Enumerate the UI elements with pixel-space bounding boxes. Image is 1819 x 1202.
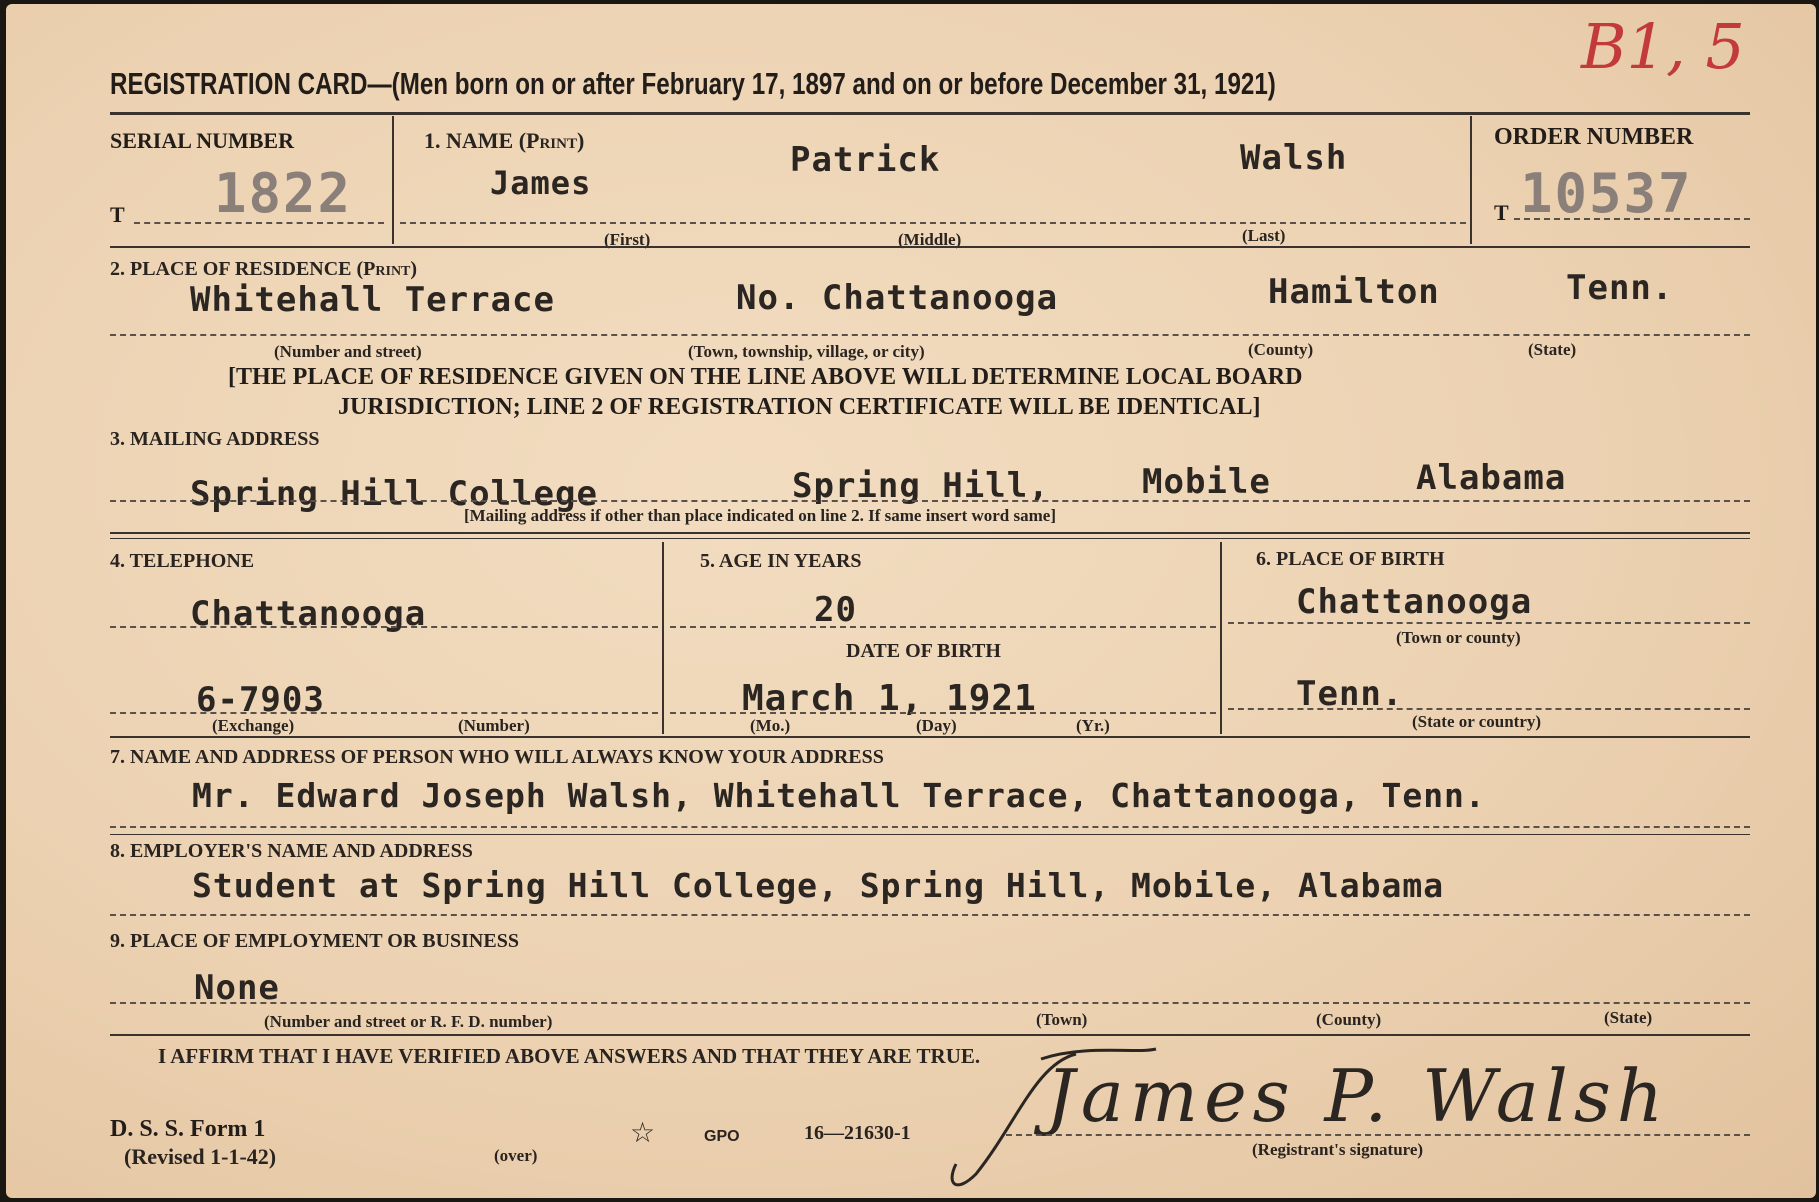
mailing-part4: Alabama — [1416, 458, 1567, 498]
dob-yr-caption: (Yr.) — [1076, 716, 1110, 735]
mailing-part1: Spring Hill College — [190, 474, 598, 514]
age-line — [670, 626, 1216, 628]
name-middle: Patrick — [790, 140, 941, 180]
age-label: 5. AGE IN YEARS — [700, 550, 862, 572]
form-revised: (Revised 1-1-42) — [124, 1144, 277, 1169]
birthplace-town: Chattanooga — [1296, 582, 1533, 622]
divider — [392, 116, 394, 244]
employment-state-caption: (State) — [1604, 1008, 1653, 1027]
mailing-line — [110, 500, 1750, 502]
star-icon: ☆ — [630, 1116, 656, 1149]
divider — [662, 542, 664, 734]
mailing-note: [Mailing address if other than place indicated on line 2. If same insert word same] — [464, 506, 1056, 525]
residence-street: Whitehall Terrace — [190, 280, 555, 320]
dob-day-caption: (Day) — [916, 716, 957, 735]
form-id: D. S. S. Form 1 — [110, 1116, 266, 1142]
gpo-mark: GPO — [704, 1128, 740, 1145]
signature-line — [1006, 1134, 1750, 1136]
rule — [110, 112, 1750, 115]
serial-prefix: T — [110, 202, 125, 227]
residence-state: Tenn. — [1566, 268, 1674, 308]
serial-line — [134, 222, 384, 224]
mailing-part2: Spring Hill, — [792, 466, 1050, 506]
residence-county: Hamilton — [1268, 272, 1440, 312]
name-first: James — [490, 164, 592, 202]
telephone-line-1 — [110, 626, 658, 628]
name-last-caption: (Last) — [1242, 226, 1286, 245]
employment-place-line — [110, 1002, 1750, 1004]
rule — [110, 736, 1750, 738]
employment-street-caption: (Number and street or R. F. D. number) — [264, 1012, 553, 1031]
birthplace-line-1 — [1228, 622, 1750, 624]
employment-place-value: None — [194, 968, 280, 1008]
affirmation-text: I AFFIRM THAT I HAVE VERIFIED ABOVE ANSWERS AND THAT THEY ARE TRUE. — [158, 1044, 981, 1068]
mailing-part3: Mobile — [1142, 462, 1271, 502]
card-title: REGISTRATION CARD—(Men born on or after February 17, 1897 and on or before December 31, 1921) — [110, 66, 1276, 101]
over-note: (over) — [494, 1146, 538, 1165]
rule — [110, 246, 1750, 248]
divider — [1470, 116, 1472, 244]
residence-state-caption: (State) — [1528, 340, 1577, 359]
telephone-exchange-caption: (Exchange) — [212, 716, 295, 735]
registration-card — [6, 4, 1816, 1198]
rule — [110, 538, 1750, 539]
divider — [1220, 542, 1222, 734]
telephone-exchange-name: Chattanooga — [190, 594, 427, 634]
name-last: Walsh — [1240, 138, 1348, 178]
order-label: ORDER NUMBER — [1494, 124, 1694, 150]
dob-line — [670, 712, 1216, 714]
residence-label: 2. PLACE OF RESIDENCE (Print) — [110, 258, 418, 280]
age-value: 20 — [814, 590, 857, 630]
telephone-line-2 — [110, 712, 658, 714]
serial-number: 1822 — [214, 162, 353, 225]
print-code: 16—21630-1 — [804, 1122, 911, 1144]
contact-line — [110, 826, 1750, 828]
red-annotation: B1, 5 — [1581, 10, 1745, 83]
rule — [110, 834, 1750, 835]
mailing-label: 3. MAILING ADDRESS — [110, 428, 320, 450]
rule — [110, 532, 1750, 534]
telephone-number: 6-7903 — [196, 680, 325, 720]
name-first-caption: (First) — [604, 230, 651, 249]
residence-town: No. Chattanooga — [736, 278, 1059, 318]
residence-county-caption: (County) — [1248, 340, 1314, 359]
name-middle-caption: (Middle) — [898, 230, 962, 249]
name-label: 1. NAME (Print) — [424, 128, 585, 153]
employment-place-label: 9. PLACE OF EMPLOYMENT OR BUSINESS — [110, 930, 519, 952]
employer-label: 8. EMPLOYER'S NAME AND ADDRESS — [110, 840, 473, 862]
employment-county-caption: (County) — [1316, 1010, 1382, 1029]
employer-line — [110, 914, 1750, 916]
birthplace-state-caption: (State or country) — [1412, 712, 1542, 731]
employment-town-caption: (Town) — [1036, 1010, 1088, 1029]
signature-caption: (Registrant's signature) — [1252, 1140, 1424, 1159]
order-number: 10537 — [1520, 162, 1693, 225]
residence-notice-2: JURISDICTION; LINE 2 OF REGISTRATION CERTIFICATE WILL BE IDENTICAL] — [338, 394, 1261, 420]
residence-notice-1: [THE PLACE OF RESIDENCE GIVEN ON THE LINE ABOVE WILL DETERMINE LOCAL BOARD — [228, 364, 1303, 390]
residence-line — [110, 334, 1750, 336]
order-prefix: T — [1494, 200, 1509, 225]
serial-label: SERIAL NUMBER — [110, 128, 294, 153]
birthplace-town-caption: (Town or county) — [1396, 628, 1521, 647]
contact-value: Mr. Edward Joseph Walsh, Whitehall Terrace, Chattanooga, Tenn. — [192, 776, 1486, 815]
name-line — [400, 222, 1466, 224]
dob-label: DATE OF BIRTH — [846, 640, 1001, 662]
telephone-number-caption: (Number) — [458, 716, 530, 735]
birthplace-label: 6. PLACE OF BIRTH — [1256, 548, 1445, 570]
birthplace-state: Tenn. — [1296, 674, 1404, 714]
employer-value: Student at Spring Hill College, Spring Hill, Mobile, Alabama — [192, 866, 1445, 905]
contact-label: 7. NAME AND ADDRESS OF PERSON WHO WILL ALWAYS KNOW YOUR ADDRESS — [110, 746, 884, 768]
telephone-label: 4. TELEPHONE — [110, 550, 255, 572]
registrant-signature: James P. Walsh — [1046, 1054, 1670, 1138]
birthplace-line-2 — [1228, 708, 1750, 710]
order-line — [1514, 218, 1750, 220]
dob-value: March 1, 1921 — [742, 678, 1037, 719]
dob-mo-caption: (Mo.) — [750, 716, 791, 735]
residence-street-caption: (Number and street) — [274, 342, 422, 361]
residence-town-caption: (Town, township, village, or city) — [688, 342, 925, 361]
